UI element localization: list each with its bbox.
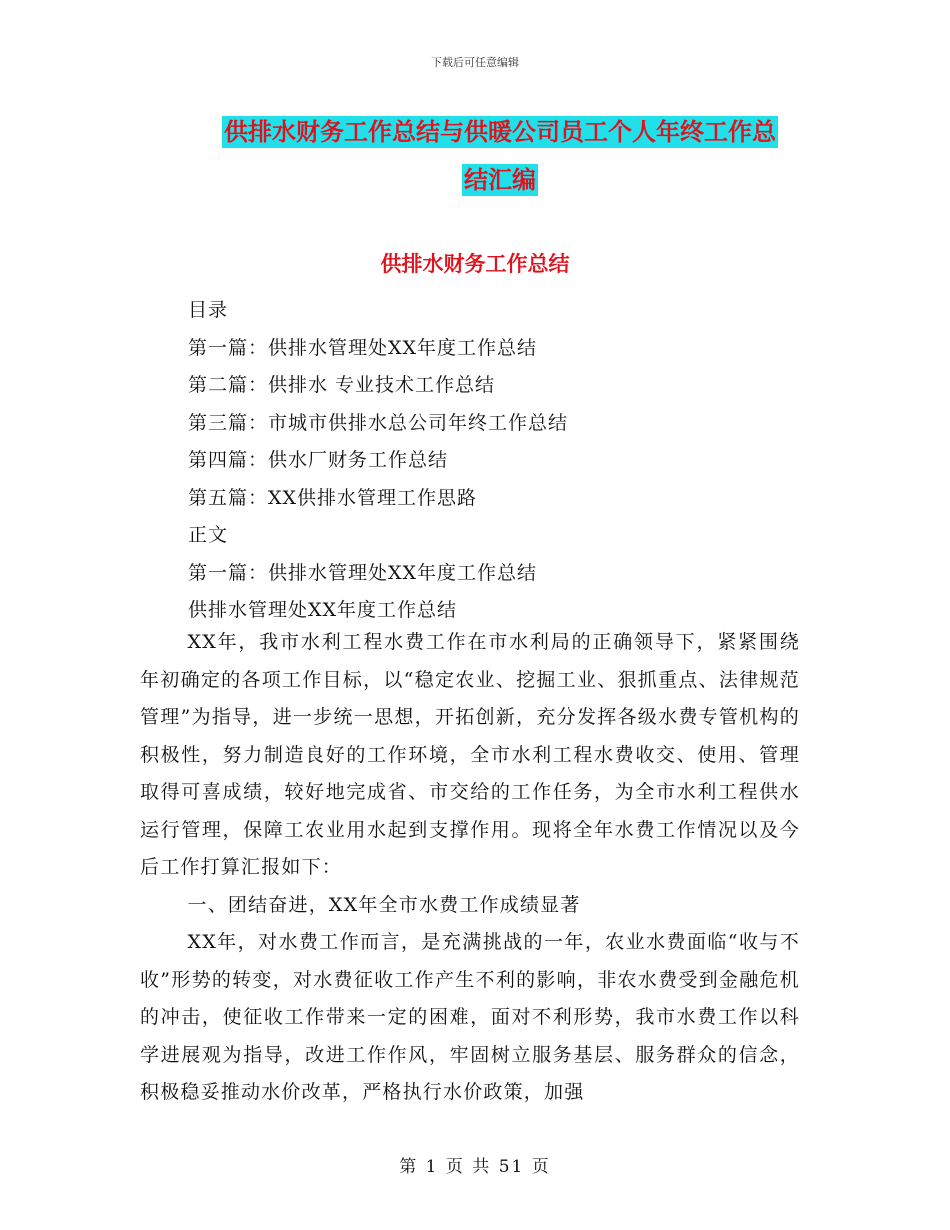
toc-item: 第五篇：XX供排水管理工作思路 <box>188 486 478 509</box>
body-paragraph: XX年，对水费工作而言，是充满挑战的一年，农业水费面临“收与不收”形势的转变，对水费征收工作产生不利的影响，非农水费受到金融危机的冲击，使征收工作带来一定的困难，面对不利形势，我市水费工作以科学进展观为指导，改进工作作风，牢固树立服务基层、服务群众的信念，积极稳妥推动水价改革，严格执行水价政策，加强 <box>140 931 800 1103</box>
body-heading: 一、团结奋进，XX年全市水费工作成绩显著 <box>187 893 581 916</box>
body-text <box>140 624 800 1112</box>
toc-item: 目录 <box>188 299 229 321</box>
document-title <box>150 108 850 204</box>
document-title-line-1: 供排水财务工作总结与供暖公司员工个人年终工作总 <box>224 118 776 146</box>
document-title-line-2: 结汇编 <box>464 166 536 194</box>
toc-item: 第二篇：供排水 专业技术工作总结 <box>188 374 496 396</box>
toc-item: 第三篇：市城市供排水总公司年终工作总结 <box>188 411 569 434</box>
toc-item: 第一篇：供排水管理处XX年度工作总结 <box>188 561 538 584</box>
header-note: 下载后可任意编辑 <box>431 56 519 69</box>
toc-item: 第四篇：供水厂财务工作总结 <box>188 449 449 471</box>
toc-item: 第一篇：供排水管理处XX年度工作总结 <box>188 336 538 359</box>
body-paragraph: XX年，我市水利工程水费工作在市水利局的正确领导下，紧紧围绕年初确定的各项工作目标，以“稳定农业、挖掘工业、狠抓重点、法律规范管理”为指导，进一步统一思想，开拓创新，充分发挥各级水费专管机构的积极性，努力制造良好的工作环境，全市水利工程水费收交、使用、管理取得可喜成绩，较好地完成省、市交给的工作任务，为全市水利工程供水运行管理，保障工农业用水起到支撑作用。现将全年水费工作情况以及今后工作打算汇报如下： <box>140 631 800 878</box>
toc-item: 供排水管理处XX年度工作总结 <box>188 599 458 621</box>
toc-item: 正文 <box>188 524 229 546</box>
section-title: 供排水财务工作总结 <box>380 252 570 276</box>
page-number: 第 1 页 共 51 页 <box>399 1157 551 1177</box>
table-of-contents <box>188 292 828 630</box>
